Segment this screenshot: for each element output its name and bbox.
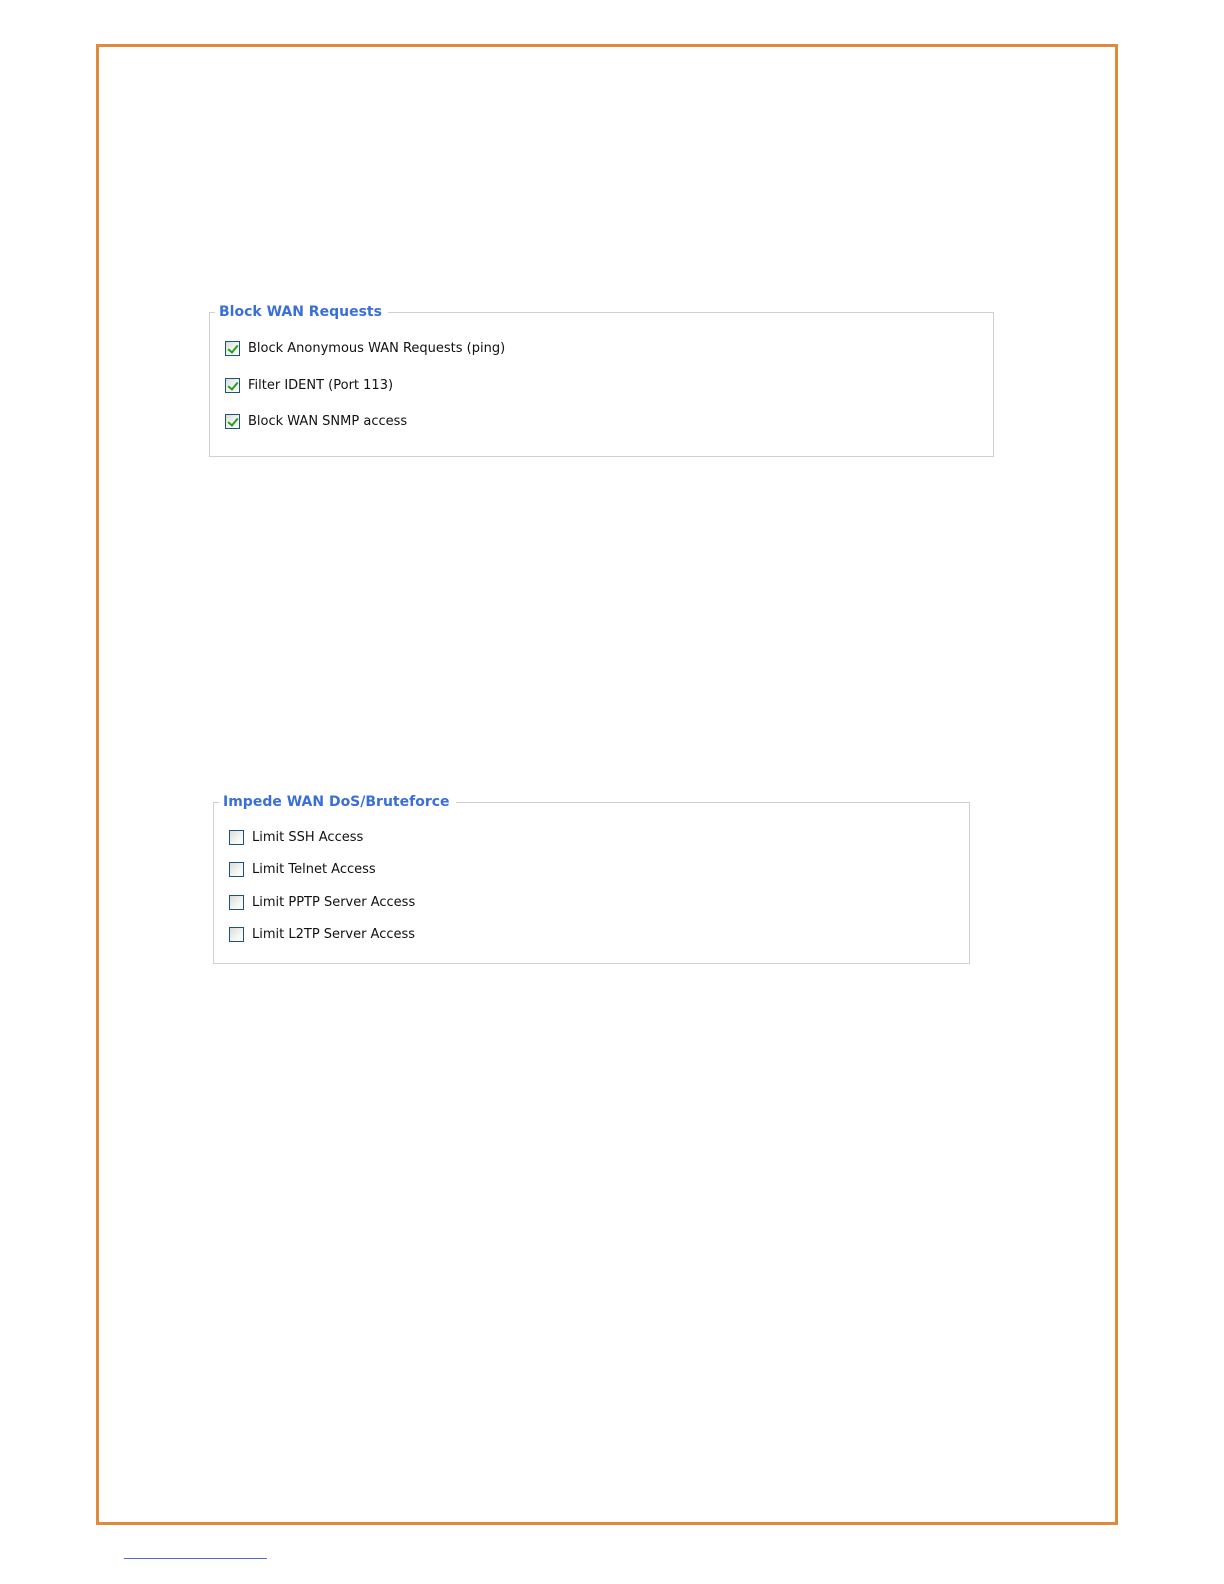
- limit-l2tp-option[interactable]: [229, 924, 415, 944]
- page-border-frame: [96, 44, 1118, 1525]
- block-wan-snmp-checkbox[interactable]: [225, 414, 240, 429]
- limit-ssh-label: Limit SSH Access: [252, 829, 364, 845]
- block-anonymous-wan-label: Block Anonymous WAN Requests (ping): [248, 340, 506, 356]
- limit-telnet-checkbox[interactable]: [229, 862, 244, 877]
- block-anonymous-wan-checkbox[interactable]: [225, 341, 240, 356]
- filter-ident-label: Filter IDENT (Port 113): [248, 377, 394, 393]
- limit-pptp-checkbox[interactable]: [229, 895, 244, 910]
- limit-ssh-option[interactable]: [229, 827, 363, 847]
- filter-ident-option[interactable]: [225, 375, 393, 395]
- block-wan-requests-legend: Block WAN Requests: [219, 304, 382, 320]
- limit-l2tp-checkbox[interactable]: [229, 927, 244, 942]
- filter-ident-checkbox[interactable]: [225, 378, 240, 393]
- limit-pptp-label: Limit PPTP Server Access: [252, 894, 416, 910]
- limit-ssh-checkbox[interactable]: [229, 830, 244, 845]
- block-wan-snmp-option[interactable]: [225, 411, 407, 431]
- limit-telnet-label: Limit Telnet Access: [252, 861, 376, 877]
- limit-pptp-option[interactable]: [229, 892, 415, 912]
- impede-wan-dos-legend: Impede WAN DoS/Bruteforce: [223, 794, 450, 810]
- limit-l2tp-label: Limit L2TP Server Access: [252, 926, 416, 942]
- block-anonymous-wan-option[interactable]: [225, 338, 505, 358]
- footnote-separator-line: [124, 1558, 267, 1559]
- block-wan-snmp-label: Block WAN SNMP access: [248, 413, 408, 429]
- limit-telnet-option[interactable]: [229, 859, 376, 879]
